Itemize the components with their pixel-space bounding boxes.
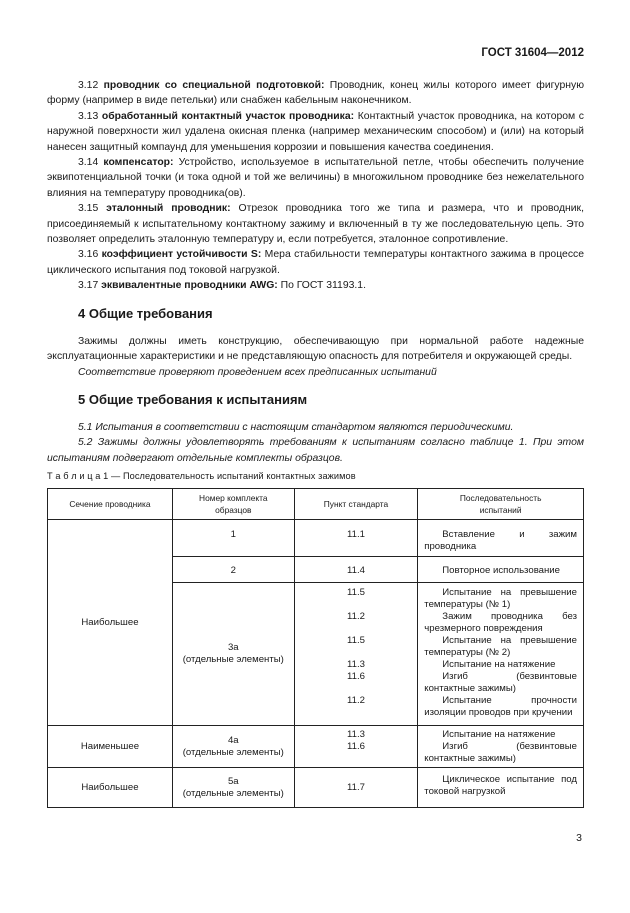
section-4-heading: 4 Общие требования (78, 305, 213, 321)
clause-cell: 11.3 11.6 (294, 726, 418, 768)
test-cell: Вставление и зажим проводника (418, 520, 584, 557)
page-number: 3 (576, 832, 582, 844)
col-header-sequence: Последовательность испытаний (418, 489, 584, 520)
section-cell: Наибольшее (48, 520, 173, 726)
test-cell: Испытание на натяжение Изгиб (безвинтовые контактные зажимы) (418, 726, 584, 768)
term-3-17: 3.17 эквивалентные проводники AWG: По ГОСТ 31193.1. (78, 280, 366, 292)
section-cell: Наибольшее (48, 768, 173, 808)
section-5-heading: 5 Общие требования к испытаниям (78, 391, 308, 407)
clause-cell: 11.5 11.2 11.5 11.3 11.6 11.2 (294, 583, 418, 726)
col-header-set: Номер комплекта образцов (172, 489, 294, 520)
term-3-12: 3.12 проводник со специальной подготовкой: Проводник, конец жилы которого имеет фигурную форму (например в виде петельки) или снабжен кабельным наконечником. (47, 80, 585, 107)
set-cell: 4а (отдельные элементы) (172, 726, 294, 768)
clause-cell: 11.1 (294, 520, 418, 557)
term-3-13: 3.13 обработанный контактный участок проводника: Контактный участок проводника, на котором с наружной поверхности жил удалена окисная пленка (например механическим способом) и (или) на который нанесен защитный компаунд для уменьшения коррозии и повышения качества соединения. (47, 110, 584, 153)
section-5-1: 5.1 Испытания в соответствии с настоящим стандартом являются периодическими. (78, 421, 514, 433)
term-3-16: 3.16 коэффициент устойчивости S: Мера стабильности температуры контактного зажима в процессе циклического испытания под токовой нагрузкой. (47, 249, 584, 276)
set-cell: 1 (172, 520, 294, 557)
test-sequence-table (47, 488, 584, 808)
col-header-section: Сечение проводника (48, 489, 173, 520)
test-cell: Испытание на превышение температуры (№ 1) Зажим проводника без чрезмерного повреждения Испытание на превышение температуры (№ 2) Испытание на натяжение Изгиб (безвинтовые контактные зажимы) Испытание прочности изоляции проводов при кручении (418, 583, 584, 726)
clause-cell: 11.7 (294, 768, 418, 808)
test-cell: Циклическое испытание под токовой нагрузкой (418, 768, 584, 808)
term-3-15: 3.15 эталонный проводник: Отрезок проводника того же типа и размера, что и проводник, присоединяемый к испытательному контактному зажиму и включенный в ту же последовательную цепь. Это позволяет определить эталонную температуру и, если потребуется, эталонное сопротивление. (47, 203, 584, 246)
table-header-row (48, 489, 584, 520)
section-4-para: Зажимы должны иметь конструкцию, обеспечивающую при нормальной работе надежные эксплуатационные характеристики и не представляющую опасность для потребителя и окружающей среды. (47, 335, 584, 363)
test-cell: Повторное использование (418, 557, 584, 583)
section-5-2: 5.2 Зажимы должны удовлетворять требованиям к испытаниям согласно таблице 1. При этом испытаниям подвергают отдельные комплекты образцов. (47, 437, 584, 464)
set-cell: 5а (отдельные элементы) (172, 768, 294, 808)
table-row (48, 768, 584, 808)
page-header: ГОСТ 31604—2012 (481, 47, 584, 59)
section-4-italic: Соответствие проверяют проведением всех предписанных испытаний (78, 366, 437, 378)
term-3-14: 3.14 компенсатор: Устройство, используемое в испытательной петле, чтобы обеспечить получение эквипотенциальной точки (и тока одной и той же величины) в многожильном проводнике без нежелательного влияния на температуру проводника(ов). (47, 157, 585, 199)
set-cell: 2 (172, 557, 294, 583)
section-cell: Наименьшее (48, 726, 173, 768)
table-caption: Т а б л и ц а 1 — Последовательность испытаний контактных зажимов (47, 471, 356, 481)
set-cell: 3а (отдельные элементы) (172, 583, 294, 726)
col-header-clause: Пункт стандарта (294, 489, 418, 520)
table-row (48, 520, 584, 557)
table-row (48, 726, 584, 768)
clause-cell: 11.4 (294, 557, 418, 583)
document-body (47, 78, 584, 466)
